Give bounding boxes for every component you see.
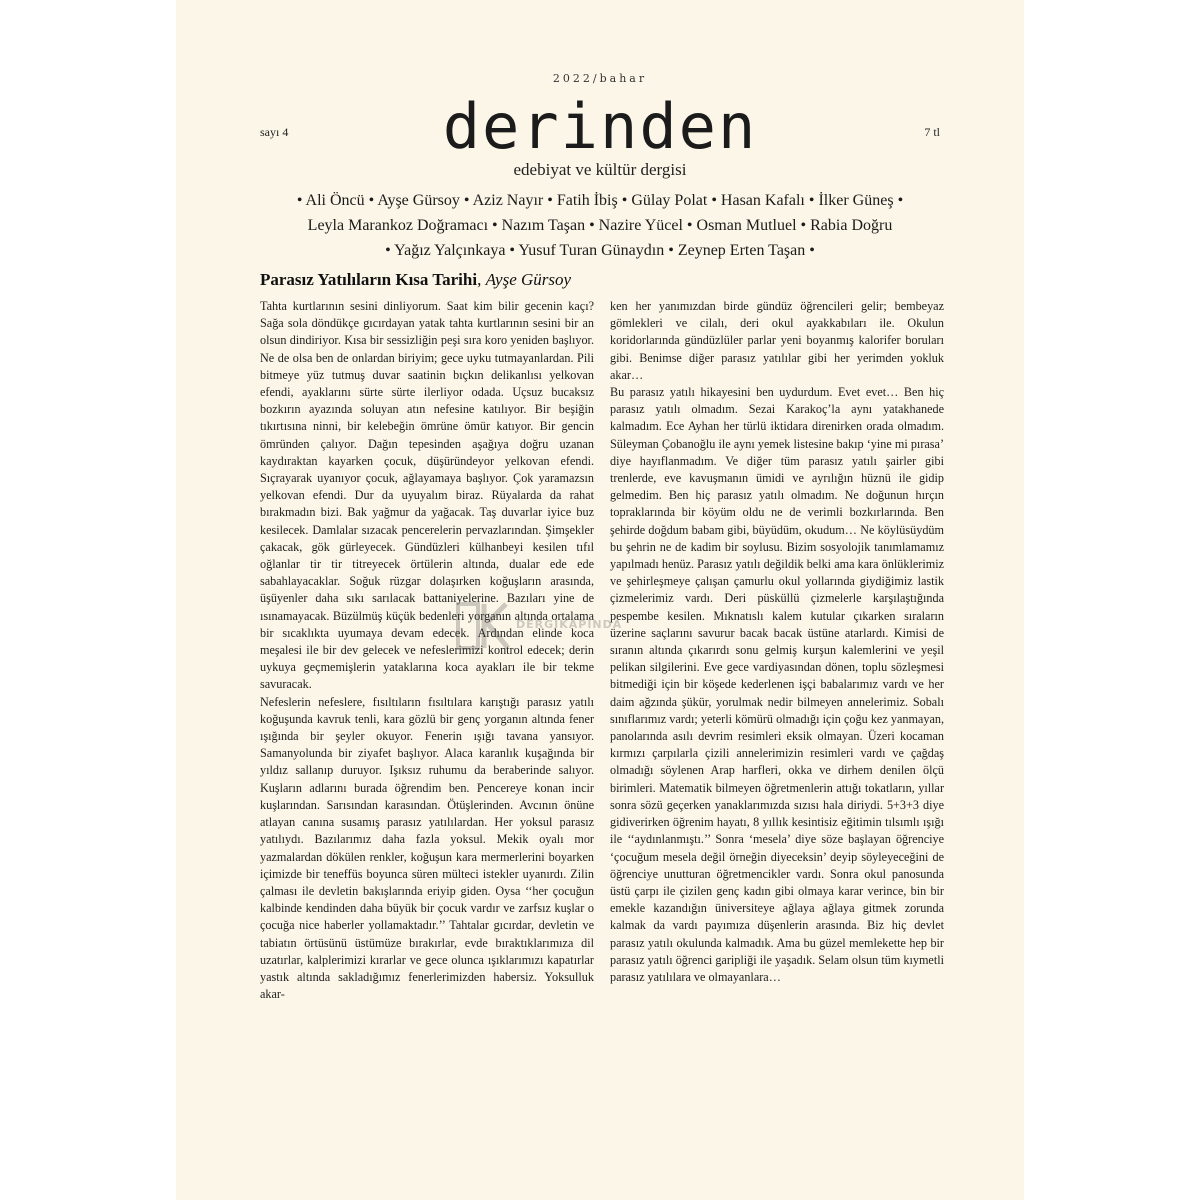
article-heading <box>260 270 960 290</box>
article-paragraph: Tahta kurtlarının sesini dinliyorum. Saat kim bilir gecenin kaçı? Sağa sola döndükçe gıcırdayan yatak tahta kurtlarının sesini bir an olsun dindiriyor. Kısa bir sessizliğin peşi sıra koro yeniden başlıyor. Ne de olsa ben de onlardan biriyim; gece uyku tutmayanlardan. Pili bitmeye yüz tutmuş duvar saatinin bıçkın delikanlısı yelkovan efendi, ayaklarını sürte sürte ilerliyor odada. Uçsuz bucaksız bozkırın ayazında soluyan atın nefesine katılıyor. Bir beşiğin tıkırtısına ninni, bir kelebeğin ömrüne ömür katıyor. Bir gencin ömründen çalıyor. Dağın tepesinden aşağıya doğru uzanan kaydıraktan kayarken çocuk, düşüründeyor yelkovan efendi. Sıçrayarak uyanıyor çocuk, ağlayamaya başlıyor. Çok yaramazsın yelkovan efendi. Dur da uyuyalım biraz. Rüyalarda da rahat bırakmadın bizi. Bak yağmur da yağacak. Taş duvarlar iyice buz kesilecek. Damlalar sızacak pencerelerin pervazlarından. Şimşekler çakacak, gök gürleyecek. Gündüzleri külhanbeyi kesilen tıfıl oğlanlar tir tir titreyecek örtülerin altında, dualar ede ede sabahlayacaklar. Soğuk rüzgar dolaşırken koğuşların arasında, üşüyenler daha sıkı sarılacak battaniyelerine. Bazıları yine de ısınamayacak. Büzülmüş küçük bedenleri yorganın altında ortalama bir sıcaklıkta uyumaya devam edecek. Ardından elinde koca meşalesi ile bir dev gelecek ve nefeslerimizi kontrol edecek; derin uykuya geçmemişlerin yataklarına koca ayakları ile bir tekme savuracak. <box>260 299 594 692</box>
author-list <box>236 188 964 263</box>
author-list-line: • Yağız Yalçınkaya • Yusuf Turan Günaydın • Zeynep Erten Taşan • <box>385 242 815 259</box>
magazine-title: derinden <box>442 90 758 163</box>
price: 7 tl <box>924 125 940 139</box>
article-title: Parasız Yatılıların Kısa Tarihi <box>260 270 478 289</box>
author-list-line: • Ali Öncü • Ayşe Gürsoy • Aziz Nayır • Fatih İbiş • Gülay Polat • Hasan Kafalı • İlker Güneş • <box>296 192 904 209</box>
issue-number: sayı 4 <box>260 125 289 139</box>
magazine-subtitle: edebiyat ve kültür dergisi <box>513 160 687 179</box>
magazine-page <box>176 0 1024 1200</box>
issue-date: 2022/bahar <box>552 72 648 85</box>
article-column-right <box>610 298 944 986</box>
author-list-line: Leyla Marankoz Doğramacı • Nazım Taşan • Nazire Yücel • Osman Mutluel • Rabia Doğru <box>307 217 893 234</box>
article-column-left <box>260 298 594 1003</box>
article-author: Ayşe Gürsoy <box>485 270 572 289</box>
article-paragraph: Bu parasız yatılı hikayesini ben uydurdum. Evet evet… Ben hiç parasız yatılı olmadım. Sezai Karakoç’la aynı yatakhanede kalmadım. Ece Ayhan her türlü iktidara direnirken orada olmadım. Süleyman Çobanoğlu ile aynı yemek listesine bakıp ‘yine mi pırasa’ diye hayıflanmadım. Ve diğer tüm parasız yatılı şairler gibi trenlerde, eve kavuşmanın ümidi ve ayrılığın hüznü ile gidip gelmedim. Ben hiç parasız yatılı olmadım. Ne doğunun hırçın topraklarında bir köyüm oldu ne de verimli bozkırlarında. Ben şehirde doğdum babam gibi, büyüdüm, okudum… Ne köylüsüydüm bu şehrin ne de kadim bir soylusu. Bizim sosyolojik tanımlamamız yapılmadı henüz. Parasız yatılı değildik belki ama kara önlüklerimiz ve şehirleşmeye çalışan çamurlu okul yollarında giydiğimiz lastik çizmelerimiz vardı. Deri püsküllü çizmelerle karşılaştığında pespembe kesilen. Mıknatıslı kalem kutular çıkarken sıraların üzerine saçlarını savurur bacak bacak üstüne atarlardı. Kimisi de sıranın altında çıkarırdı sonu gelmiş kurşun kalemlerini ve yeşil pelikan silgilerini. Eve gece vardiyasından dönen, toplu sözleşmesi bitmediği için bir köşede kederlenen işçi babalarımız vardı ve her daim ağzında şükür, yorulmak nedir bilmeyen annelerimiz. Sobalı sınıflarımız vardı; yeterli kömürü olmadığı için çoğu kez yanmayan, panolarında asılı devrim resimleri eksik olmayan. Üzeri kocaman kırmızı çarpılarla çizili annelerimizin resimleri vardı ve çağdaş olmadığı söylenen Arap harfleri, okka ve dirhem denilen ölçü birimleri. Matematik bilmeyen öğretmenlerin attığı tokatların, yıllar sonra sözü geçerken yanaklarımızda sızısı hala diriydi. 5+3+3 diye gidiverirken öğrenim hayatı, 8 yıllık kesintisiz eğitimin tılsımlı ışığı ile ‘‘aydınlanmıştı.’’ Sonra ‘mesela’ diye söze başlayan öğrenciye ‘çocuğum mesela değil örneğin diyeceksin’ deyip söyleyeceğini de öğrenciye unutturan öğretmencikler vardı. Sonra okul panosunda üstü çarpı ile çizilen genç kadın gibi olmaya karar verince, bin bir emekle kazandığın üniversiteye ağlaya ağlaya gitmek zorunda kalmak da vardı payımıza düşenlerin arasında. Biz hiç devlet parasız yatılı okulunda kalmadık. Ama bu güzel memlekette hep bir parasız yatılı öğrenci garipliği ile yaşadık. Selam olsun tüm kıymetli parasız yatılılara ve olmayanlara… <box>610 385 944 984</box>
article-paragraph: Nefeslerin nefeslere, fısıltıların fısıltılara karıştığı parasız yatılı koğuşunda kavruk tenli, kara gözlü bir genç yorganın altında fener ışığında bir şeyler okuyor. Fenerin ışığı tavana yansıyor. Samanyolunda bir ziyafet başlıyor. Alaca karanlık kuşağında bir yıldız sallanıp duruyor. Işıksız ruhumu da beraberinde salıyor. Kuşların adlarını burada öğrendim ben. Pencereye konan incir kuşlarından. Sarısından karasından. Ötüşlerinden. Avcının önüne atlayan canına susamış parasız yatılılardan. Her yoksul parasız yatılıydı. Bazılarımız daha fazla yoksul. Mekik oyalı mor yazmalardan dökülen renkler, koğuşun kara mermerlerini boyarken içimizde bir teneffüs boyunca süren mülteci istekler uyanırdı. Zilin çalması ile devletin bakışlarında eriyip giden. Oysa ‘‘her çocuğun kalbinde kendinden daha büyük bir çocuk vardır ve zarfsız kuşlar o çocuğa nice haberler yollamaktadır.’’ Tahtalar gıcırdar, devletin ve tabiatın örtüsünü üstümüze bırakırlar, evde bıraktıklarımıza dil uzatırlar, kalplerimizi kırarlar ve gece olunca ışıklarımızı kapatırlar yastık altında sakladığımız fenerlerimizden habersiz. Yoksulluk akar- <box>260 694 594 1002</box>
article-paragraph: ken her yanımızdan birde gündüz öğrencileri gelir; bembeyaz gömlekleri ve cilalı, deri okul ayakkabıları ile. Okulun koridorlarında gündüzlüler parlar yeni boyanmış kalorifer boruları gibi. Benimse diğer parasız yatılılar gibi her yerimden yokluk akar… <box>610 299 944 382</box>
watermark-text: DERGIKAPINDA <box>516 618 623 631</box>
article-title-separator: , <box>477 270 486 289</box>
